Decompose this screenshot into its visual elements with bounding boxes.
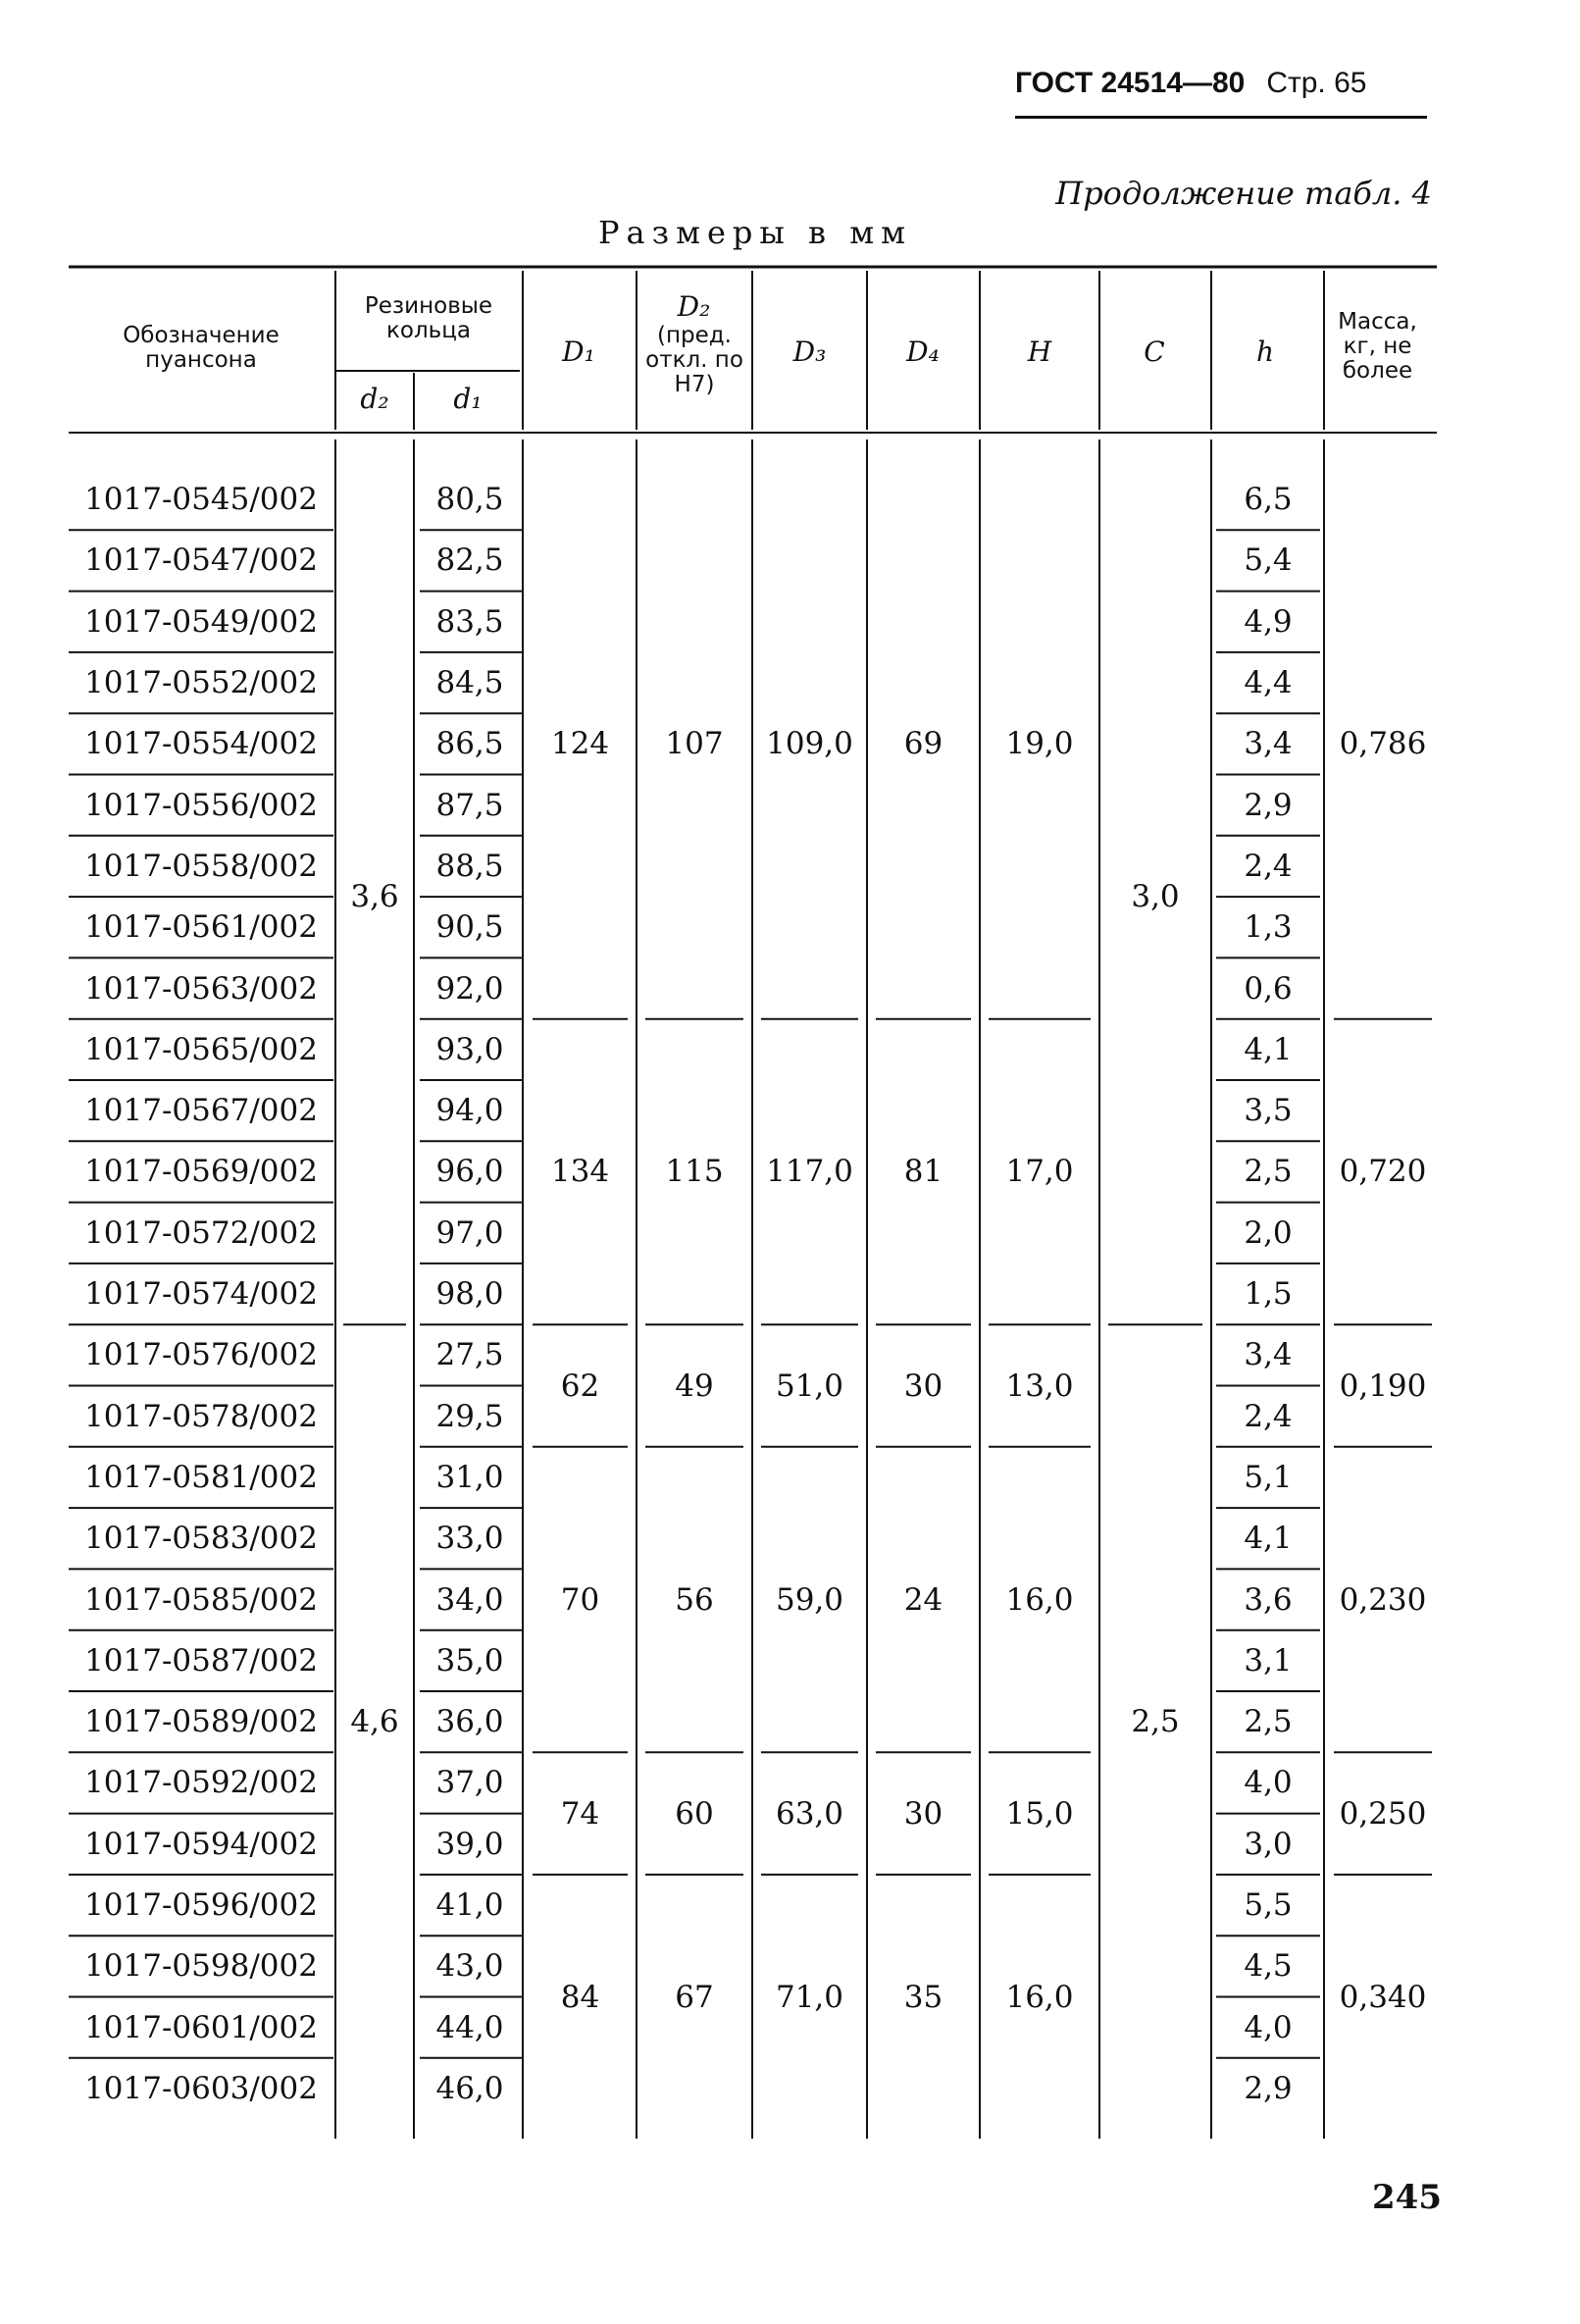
group-value-d1: 74: [560, 1795, 600, 1832]
d1-cell: 29,5: [435, 1398, 504, 1434]
d1-cell: 36,0: [435, 1704, 504, 1740]
d1-cell: 35,0: [435, 1642, 504, 1678]
d1-cell: 87,5: [435, 787, 504, 823]
h-cell: 2,0: [1244, 1214, 1293, 1251]
group-value-d2: 115: [665, 1154, 724, 1190]
d1-cell: 34,0: [435, 1581, 504, 1618]
h-cell: 3,4: [1244, 726, 1293, 762]
designation-cell: 1017-0581/002: [84, 1459, 318, 1495]
d1-cell: 94,0: [435, 1093, 504, 1129]
h-cell: 1,3: [1244, 909, 1293, 946]
h-cell: 3,1: [1244, 1642, 1293, 1678]
group-value-d2: 49: [675, 1368, 714, 1404]
group-value-d4: 81: [903, 1154, 943, 1190]
designation-cell: 1017-0558/002: [84, 848, 318, 884]
page-number: 245: [1372, 2178, 1442, 2217]
d1-cell: 93,0: [435, 1031, 504, 1067]
d1-cell: 33,0: [435, 1521, 504, 1557]
group-value-d3: 109,0: [766, 726, 853, 762]
d1-cell: 96,0: [435, 1154, 504, 1190]
header-D3: D₃: [792, 336, 827, 368]
h-cell: 4,9: [1244, 603, 1293, 640]
group-value-d1: 84: [560, 1979, 600, 2015]
group-value-h: 19,0: [1005, 726, 1074, 762]
designation-cell: 1017-0594/002: [84, 1826, 318, 1862]
designation-cell: 1017-0583/002: [84, 1521, 318, 1557]
header-designation: Обозначение пуансона: [123, 323, 280, 373]
group-value-d3: 63,0: [775, 1795, 844, 1832]
h-cell: 4,5: [1244, 1948, 1293, 1985]
h-cell: 5,5: [1244, 1887, 1293, 1924]
group-value-h: 16,0: [1005, 1581, 1074, 1618]
h-cell: 4,1: [1244, 1031, 1293, 1067]
d1-cell: 97,0: [435, 1214, 504, 1251]
d1-cell: 83,5: [435, 603, 504, 640]
d1-cell: 88,5: [435, 848, 504, 884]
d1-cell: 90,5: [435, 909, 504, 946]
h-cell: 2,9: [1244, 2070, 1293, 2106]
designation-cell: 1017-0567/002: [84, 1093, 318, 1129]
d1-cell: 41,0: [435, 1887, 504, 1924]
page-label: Стр. 65: [1266, 67, 1367, 99]
d1-cell: 98,0: [435, 1276, 504, 1313]
d1-cell: 82,5: [435, 542, 504, 579]
group-value-h: 17,0: [1005, 1154, 1074, 1190]
group-value-d2: 3,6: [350, 879, 399, 915]
header-C: C: [1144, 336, 1165, 368]
standard-number: ГОСТ 24514—80: [1015, 67, 1246, 99]
group-value-mass: 0,250: [1339, 1795, 1427, 1832]
d1-cell: 92,0: [435, 970, 504, 1007]
designation-cell: 1017-0576/002: [84, 1337, 318, 1373]
group-value-mass: 0,786: [1339, 726, 1427, 762]
group-value-mass: 0,720: [1339, 1154, 1427, 1190]
h-cell: 3,5: [1244, 1093, 1293, 1129]
designation-cell: 1017-0592/002: [84, 1765, 318, 1801]
h-cell: 2,9: [1244, 787, 1293, 823]
h-cell: 2,4: [1244, 1398, 1293, 1434]
group-value-d3: 71,0: [775, 1979, 844, 2015]
group-value-d4: 24: [903, 1581, 943, 1618]
group-value-mass: 0,340: [1339, 1979, 1427, 2015]
h-cell: 4,4: [1244, 665, 1293, 701]
h-cell: 4,1: [1244, 1521, 1293, 1557]
h-cell: 4,0: [1244, 1765, 1293, 1801]
d1-cell: 80,5: [435, 482, 504, 518]
d1-cell: 37,0: [435, 1765, 504, 1801]
designation-cell: 1017-0545/002: [84, 482, 318, 518]
group-value-d3: 59,0: [775, 1581, 844, 1618]
h-cell: 5,4: [1244, 542, 1293, 579]
group-value-d2: 60: [675, 1795, 714, 1832]
designation-cell: 1017-0552/002: [84, 665, 318, 701]
h-cell: 3,4: [1244, 1337, 1293, 1373]
designation-cell: 1017-0572/002: [84, 1214, 318, 1251]
group-value-d1: 70: [560, 1581, 600, 1618]
d1-cell: 84,5: [435, 665, 504, 701]
header-D2-note: (пред. откл. по H7): [645, 323, 743, 397]
designation-cell: 1017-0578/002: [84, 1398, 318, 1434]
d1-cell: 44,0: [435, 2009, 504, 2045]
group-value-mass: 0,190: [1339, 1368, 1427, 1404]
header-rubber-rings: Резиновые кольца: [364, 293, 493, 343]
header-mass: Масса, кг, не более: [1338, 309, 1417, 384]
header-D1: D₁: [562, 336, 595, 368]
d1-cell: 46,0: [435, 2070, 504, 2106]
h-cell: 2,5: [1244, 1154, 1293, 1190]
designation-cell: 1017-0596/002: [84, 1887, 318, 1924]
group-value-h: 16,0: [1005, 1979, 1074, 2015]
h-cell: 2,4: [1244, 848, 1293, 884]
group-value-d4: 35: [903, 1979, 943, 2015]
header-D4: D₄: [906, 336, 940, 368]
designation-cell: 1017-0563/002: [84, 970, 318, 1007]
designation-cell: 1017-0603/002: [84, 2070, 318, 2106]
group-value-h: 15,0: [1005, 1795, 1074, 1832]
h-cell: 0,6: [1244, 970, 1293, 1007]
group-value-d1: 124: [550, 726, 610, 762]
designation-cell: 1017-0547/002: [84, 542, 318, 579]
designation-cell: 1017-0589/002: [84, 1704, 318, 1740]
group-value-mass: 0,230: [1339, 1581, 1427, 1618]
designation-cell: 1017-0598/002: [84, 1948, 318, 1985]
group-value-d3: 117,0: [766, 1154, 853, 1190]
group-value-d2: 107: [665, 726, 724, 762]
h-cell: 1,5: [1244, 1276, 1293, 1313]
group-value-d1: 134: [550, 1154, 610, 1190]
d1-cell: 31,0: [435, 1459, 504, 1495]
d1-cell: 43,0: [435, 1948, 504, 1985]
h-cell: 3,6: [1244, 1581, 1293, 1618]
header-h: h: [1255, 336, 1275, 368]
designation-cell: 1017-0556/002: [84, 787, 318, 823]
designation-cell: 1017-0587/002: [84, 1642, 318, 1678]
designation-cell: 1017-0554/002: [84, 726, 318, 762]
designation-cell: 1017-0601/002: [84, 2009, 318, 2045]
header-d1: d₁: [453, 383, 483, 415]
group-value-d3: 51,0: [775, 1368, 844, 1404]
d1-cell: 27,5: [435, 1337, 504, 1373]
group-value-c: 2,5: [1131, 1704, 1180, 1740]
group-value-d2: 4,6: [350, 1704, 399, 1740]
designation-cell: 1017-0574/002: [84, 1276, 318, 1313]
d1-cell: 86,5: [435, 726, 504, 762]
h-cell: 6,5: [1244, 482, 1293, 518]
group-value-d2: 56: [675, 1581, 714, 1618]
units-caption: Размеры в мм: [598, 214, 912, 251]
group-value-d1: 62: [560, 1368, 600, 1404]
d1-cell: 39,0: [435, 1826, 504, 1862]
h-cell: 2,5: [1244, 1704, 1293, 1740]
group-value-d2: 67: [675, 1979, 714, 2015]
group-value-d4: 30: [903, 1795, 943, 1832]
header-D2: D₂: [677, 290, 711, 323]
group-value-h: 13,0: [1005, 1368, 1074, 1404]
designation-cell: 1017-0565/002: [84, 1031, 318, 1067]
designation-cell: 1017-0585/002: [84, 1581, 318, 1618]
designation-cell: 1017-0569/002: [84, 1154, 318, 1190]
designation-cell: 1017-0561/002: [84, 909, 318, 946]
header-H: H: [1027, 336, 1052, 368]
h-cell: 5,1: [1244, 1459, 1293, 1495]
h-cell: 4,0: [1244, 2009, 1293, 2045]
header-d2: d₂: [360, 383, 389, 415]
table-continuation-label: Продолжение табл. 4: [1055, 175, 1432, 212]
group-value-d4: 30: [903, 1368, 943, 1404]
group-value-c: 3,0: [1131, 879, 1180, 915]
h-cell: 3,0: [1244, 1826, 1293, 1862]
designation-cell: 1017-0549/002: [84, 603, 318, 640]
group-value-d4: 69: [903, 726, 943, 762]
